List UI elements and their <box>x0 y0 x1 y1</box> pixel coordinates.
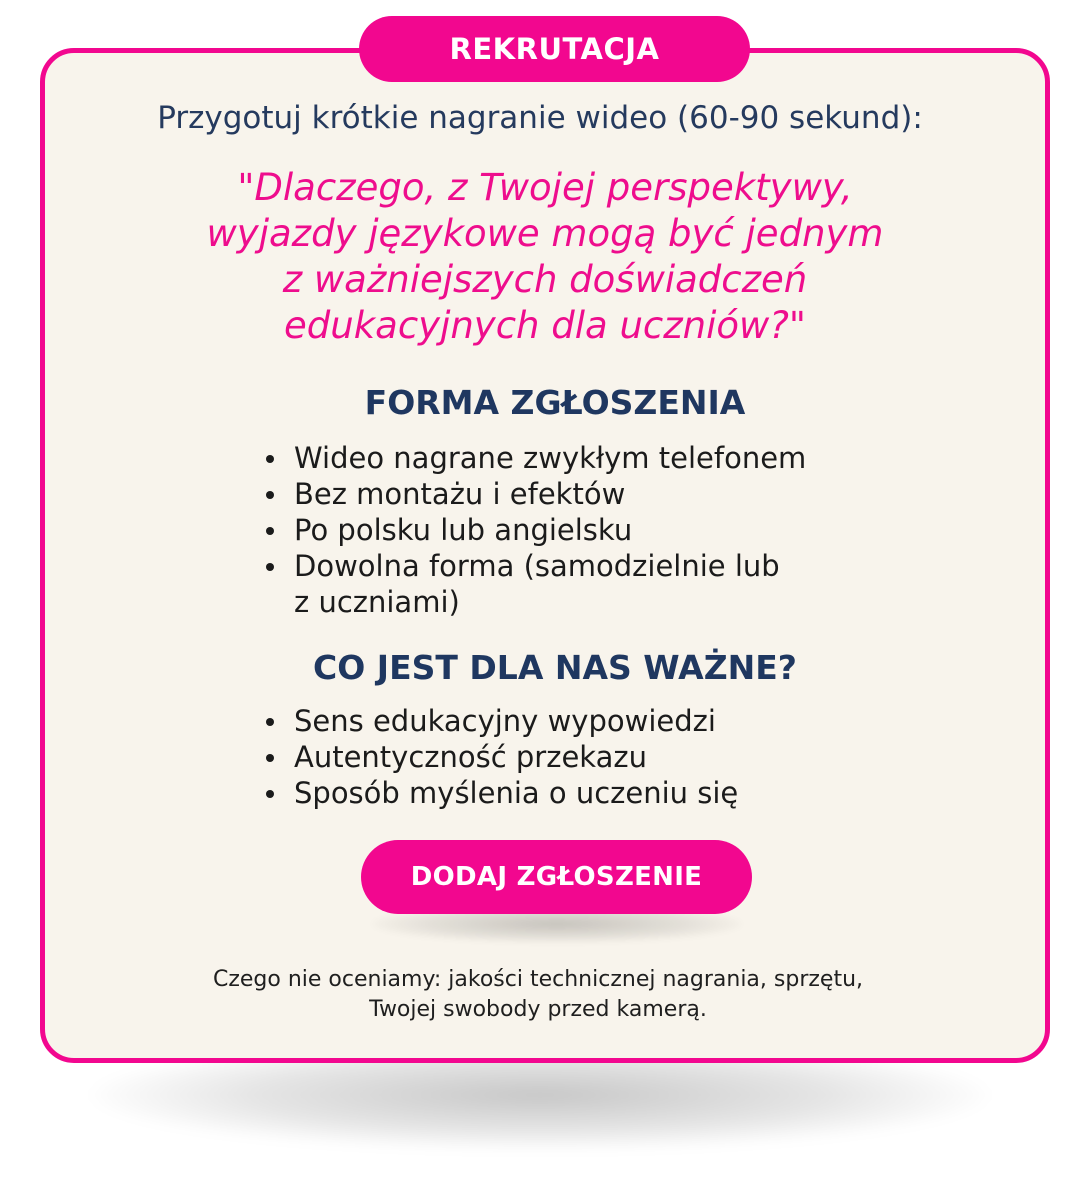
footnote <box>0 965 1076 1025</box>
list-item-text: Dowolna forma (samodzielnie lub z uczniami) <box>294 549 780 619</box>
badge-label: REKRUTACJA <box>449 32 660 66</box>
evaluation-criteria-list <box>294 703 738 811</box>
list-item <box>294 775 738 811</box>
bullet-icon <box>266 455 274 463</box>
list-item <box>294 440 806 476</box>
bullet-icon <box>266 527 274 535</box>
footnote-line: Twojej swobody przed kamerą. <box>369 997 707 1022</box>
bullet-icon <box>266 491 274 499</box>
bullet-icon <box>266 790 274 798</box>
list-item <box>294 512 806 548</box>
list-item-text: Wideo nagrane zwykłym telefonem <box>294 441 807 475</box>
list-item <box>294 703 738 739</box>
footnote-line: Czego nie oceniamy: jakości technicznej nagrania, sprzętu, <box>212 967 864 992</box>
list-item <box>294 739 738 775</box>
list-item-text: Sens edukacyjny wypowiedzi <box>294 704 716 738</box>
quote-line: "Dlaczego, z Twojej perspektywy, <box>237 166 853 209</box>
question-quote <box>0 165 1080 349</box>
bullet-icon <box>266 718 274 726</box>
list-item-text: Sposób myślenia o uczeniu się <box>294 776 739 810</box>
important-section-title: CO JEST DLA NAS WAŻNE? <box>313 648 797 687</box>
quote-line: wyjazdy językowe mogą być jednym <box>206 212 884 255</box>
list-item <box>294 548 806 620</box>
list-item-text: Autentyczność przekazu <box>294 740 647 774</box>
bullet-icon <box>266 754 274 762</box>
intro-text: Przygotuj krótkie nagranie wideo (60-90 sekund): <box>157 100 923 136</box>
quote-line: z ważniejszych doświadczeń <box>282 258 808 301</box>
add-submission-button[interactable] <box>361 840 752 914</box>
bullet-icon <box>266 563 274 571</box>
form-requirements-list <box>294 440 806 620</box>
add-submission-button-label: DODAJ ZGŁOSZENIE <box>410 862 703 892</box>
list-item <box>294 476 806 512</box>
recruitment-badge <box>359 16 750 82</box>
form-section-title: FORMA ZGŁOSZENIA <box>364 383 746 422</box>
quote-line: edukacyjnych dla uczniów?" <box>284 304 806 347</box>
list-item-text: Po polsku lub angielsku <box>294 513 633 547</box>
list-item-text: Bez montażu i efektów <box>294 477 626 511</box>
